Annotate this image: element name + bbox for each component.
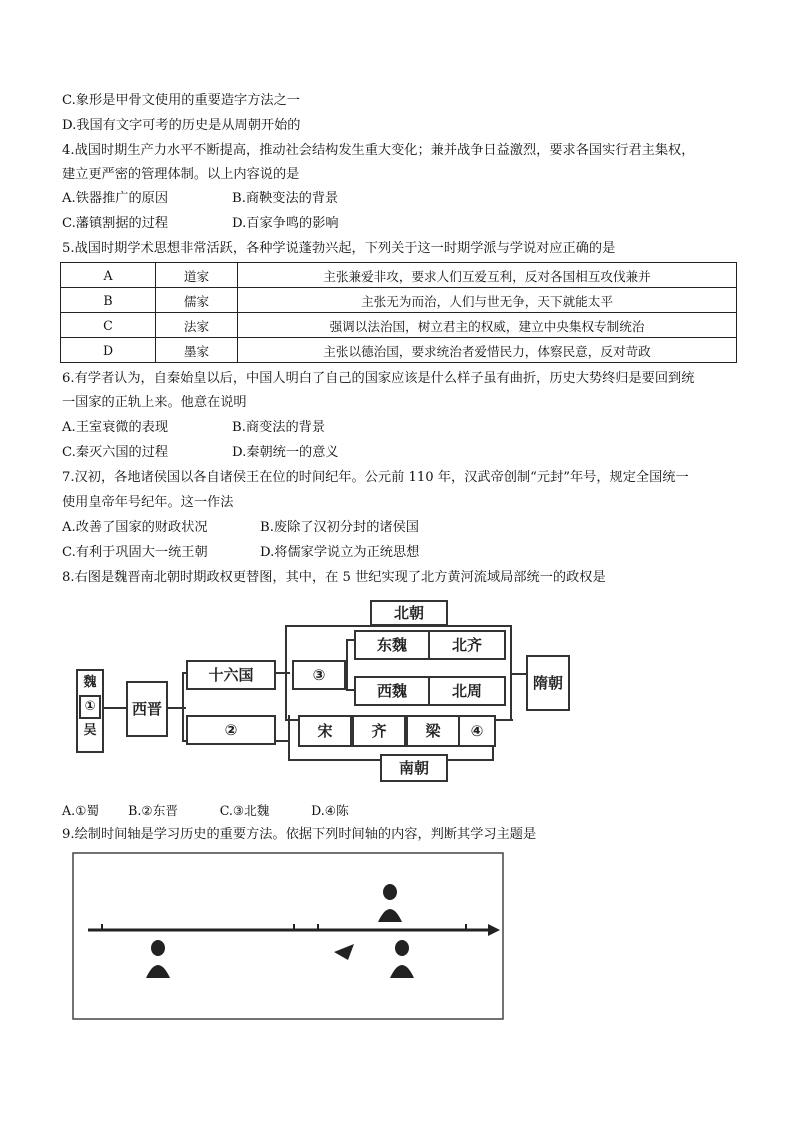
row-school: 墨家 — [156, 338, 238, 363]
liang-box: 梁 — [406, 715, 460, 747]
buddhist-portrait-icon — [390, 940, 414, 978]
table-row — [61, 263, 737, 288]
q4-stem-line2: 建立更严密的管理体制。以上内容说的是 — [62, 167, 300, 182]
historian-portrait-icon — [146, 940, 170, 978]
table-row — [61, 338, 737, 363]
q4-option-b: B.商鞅变法的背景 — [232, 191, 339, 206]
qi-box: 齐 — [352, 715, 406, 747]
wu-label: 吴 — [83, 723, 97, 738]
q4-option-a: A.铁器推广的原因 — [62, 191, 169, 206]
circle4-box: ④ — [458, 715, 496, 747]
row-letter: B — [61, 288, 156, 313]
timeline-frame — [73, 853, 503, 1019]
xiwei-box: 西魏 — [354, 676, 430, 706]
q7-option-c: C.有利于巩固大一统王朝 — [62, 545, 208, 560]
timeline-drawing — [72, 852, 504, 1022]
row-letter: C — [61, 313, 156, 338]
scroll-illustration-icon — [334, 944, 354, 960]
timeline-figure — [72, 852, 504, 1022]
wei-shu-wu-box — [76, 669, 104, 753]
q6-stem-line1: 6.有学者认为，自秦始皇以后，中国人明白了自己的国家应该是什么样子虽有曲折，历史大势终归是要回到统 — [62, 371, 695, 386]
row-doctrine: 主张无为而治，人们与世无争，天下就能太平 — [238, 288, 737, 313]
regime-succession-diagram — [62, 597, 582, 793]
beiqi-box: 北齐 — [428, 630, 506, 660]
q7-stem-line2: 使用皇帝年号纪年。这一作法 — [62, 495, 234, 510]
beizhou-box: 北周 — [428, 676, 506, 706]
beichao-box: 北朝 — [370, 600, 448, 626]
circle3-box: ③ — [292, 660, 346, 690]
row-doctrine: 强调以法治国，树立君主的权威，建立中央集权专制统治 — [238, 313, 737, 338]
circle1-label: ① — [79, 695, 101, 719]
schools-table — [60, 262, 737, 363]
row-school: 道家 — [156, 263, 238, 288]
nanchao-box: 南朝 — [380, 754, 448, 782]
q6-option-b: B.商变法的背景 — [232, 420, 326, 435]
circle2-box: ② — [186, 715, 276, 745]
xijin-box: 西晋 — [126, 681, 168, 737]
row-school: 儒家 — [156, 288, 238, 313]
q4-option-c: C.藩镇割据的过程 — [62, 216, 169, 231]
song-box: 宋 — [298, 715, 352, 747]
q3-option-d: D.我国有文字可考的历史是从周朝开始的 — [62, 118, 301, 133]
q6-stem-line2: 一国家的正轨上来。他意在说明 — [62, 395, 247, 410]
shiliuguo-box: 十六国 — [186, 660, 276, 690]
q4-stem-line1: 4.战国时期生产力水平不断提高，推动社会结构发生重大变化；兼并战争日益激烈，要求各国实行君主集权， — [62, 143, 695, 158]
row-letter: A — [61, 263, 156, 288]
q6-option-c: C.秦灭六国的过程 — [62, 445, 169, 460]
table-row — [61, 313, 737, 338]
row-letter: D — [61, 338, 156, 363]
q3-option-c: C.象形是甲骨文使用的重要造字方法之一 — [62, 93, 300, 108]
q8-options: A.①蜀 B.②东晋 C.③北魏 D.④陈 — [62, 803, 349, 818]
row-doctrine: 主张兼爱非攻，要求人们互爱互利，反对各国相互攻伐兼并 — [238, 263, 737, 288]
q8-stem: 8.右图是魏晋南北朝时期政权更替图，其中，在 5 世纪实现了北方黄河流域局部统一的政权是 — [62, 570, 606, 585]
missionary-portrait-icon — [378, 884, 402, 922]
wei-label: 魏 — [83, 675, 97, 690]
q9-stem: 9.绘制时间轴是学习历史的重要方法。依据下列时间轴的内容，判断其学习主题是 — [62, 827, 537, 842]
q6-option-a: A.王室衰微的表现 — [62, 420, 169, 435]
q5-stem: 5.战国时期学术思想非常活跃，各种学说蓬勃兴起，下列关于这一时期学派与学说对应正确的是 — [62, 241, 616, 256]
dongwei-box: 东魏 — [354, 630, 430, 660]
q7-option-a: A.改善了国家的财政状况 — [62, 520, 208, 535]
q6-option-d: D.秦朝统一的意义 — [232, 445, 339, 460]
q7-option-d: D.将儒家学说立为正统思想 — [260, 545, 420, 560]
suichao-box: 隋朝 — [526, 655, 570, 711]
row-doctrine: 主张以德治国，要求统治者爱惜民力，体察民意，反对苛政 — [238, 338, 737, 363]
table-row — [61, 288, 737, 313]
timeline-arrowhead — [488, 924, 500, 936]
q7-stem-line1: 7.汉初，各地诸侯国以各自诸侯王在位的时间纪年。公元前 110 年，汉武帝创制“元封”年号，规定全国统一 — [62, 470, 689, 485]
q4-option-d: D.百家争鸣的影响 — [232, 216, 339, 231]
q7-option-b: B.废除了汉初分封的诸侯国 — [260, 520, 419, 535]
row-school: 法家 — [156, 313, 238, 338]
